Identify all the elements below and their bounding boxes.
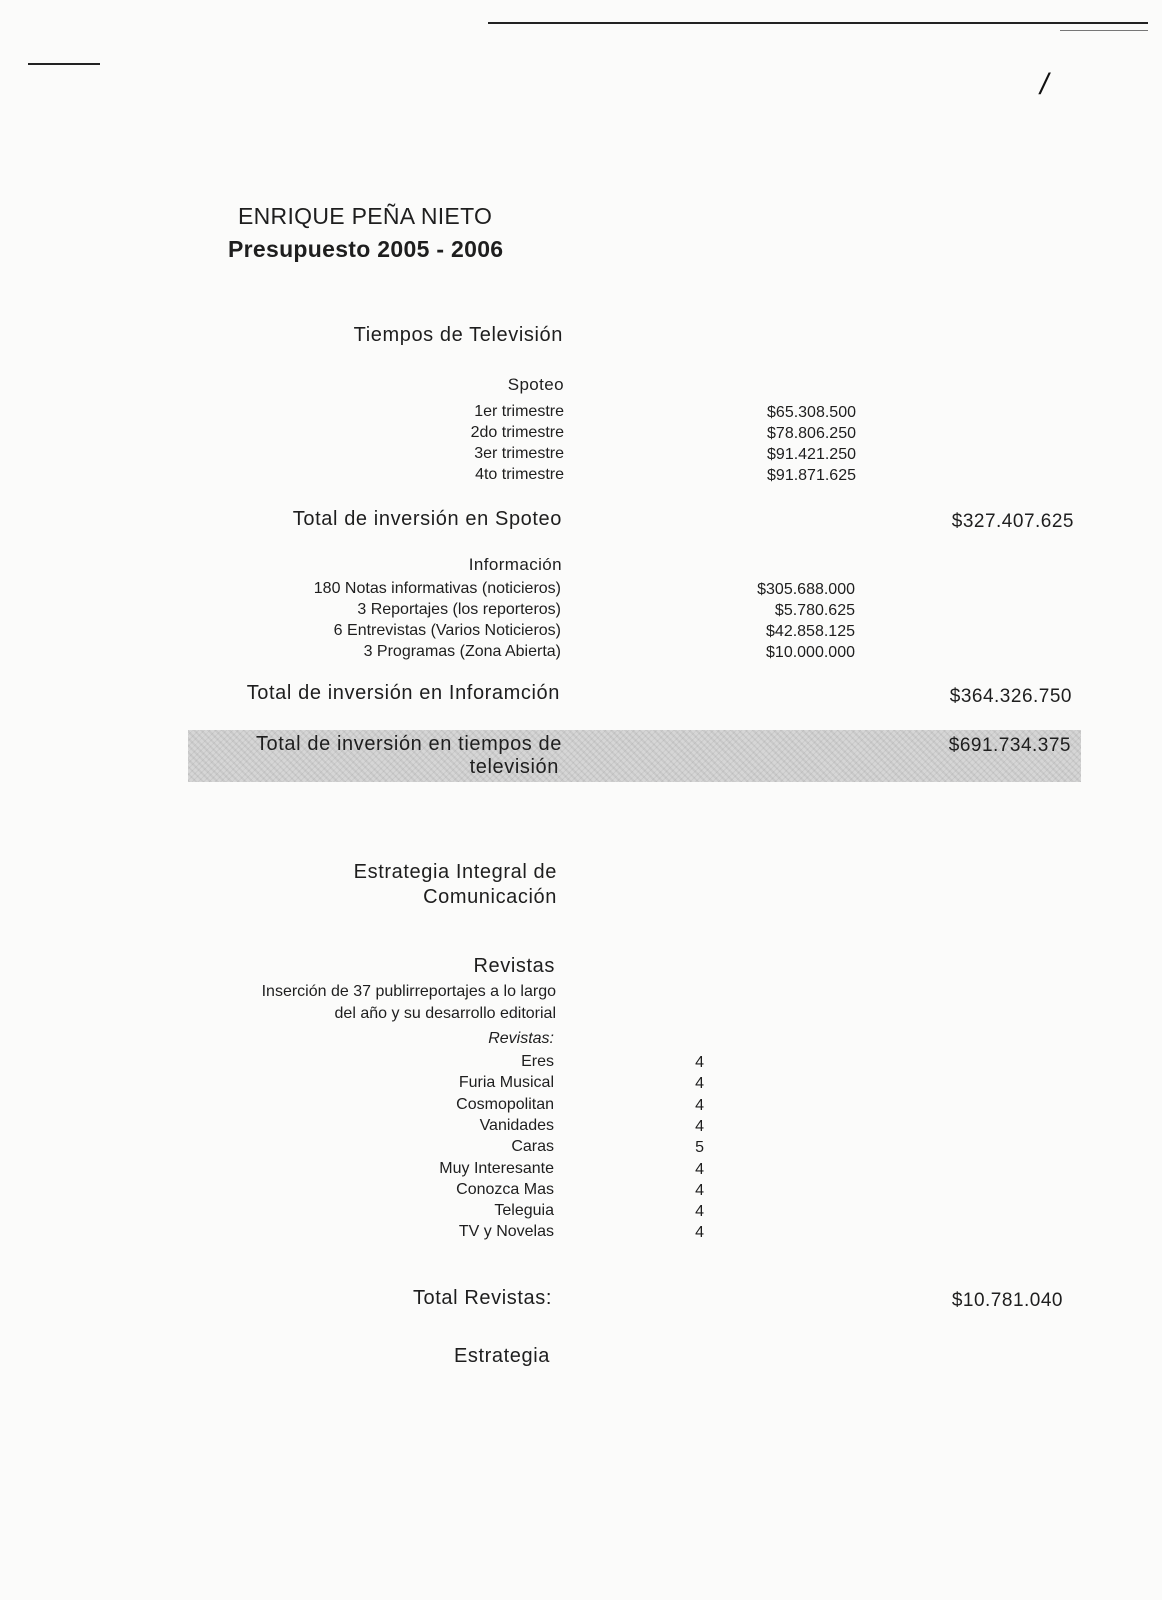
- grand-total-label-line2: televisión: [469, 756, 559, 778]
- revista-row-label: Cosmopolitan: [456, 1095, 554, 1113]
- document-subtitle: Presupuesto 2005 - 2006: [228, 236, 504, 262]
- revistas-heading: Revistas: [473, 955, 555, 977]
- revista-row-label: Furia Musical: [458, 1074, 554, 1092]
- informacion-row-label: 6 Entrevistas (Varios Noticieros): [333, 622, 561, 639]
- informacion-row-value: $5.780.625: [774, 602, 855, 619]
- document-title: ENRIQUE PEÑA NIETO: [238, 203, 493, 229]
- spoteo-row-label: 1er trimestre: [474, 403, 564, 420]
- informacion-row-label: 180 Notas informativas (noticieros): [313, 580, 561, 597]
- revista-row-value: 4: [695, 1075, 704, 1093]
- informacion-label: Información: [468, 555, 562, 574]
- informacion-total-label: Total de inversión en Inforamción: [246, 682, 560, 704]
- spoteo-row-label: 3er trimestre: [474, 445, 564, 462]
- revistas-desc-line2: del año y su desarrollo editorial: [334, 1005, 556, 1022]
- revista-row-value: 4: [695, 1224, 704, 1242]
- grand-total-amount: $691.734.375: [948, 735, 1071, 756]
- informacion-total-amount: $364.326.750: [949, 686, 1072, 707]
- informacion-row-value: $10.000.000: [766, 644, 855, 661]
- informacion-row-value: $42.858.125: [766, 623, 855, 640]
- top-rule: [488, 22, 1148, 24]
- page-mark: /: [1040, 68, 1049, 101]
- estrategia-heading: Estrategia: [453, 1345, 550, 1367]
- revista-row-label: Conozca Mas: [456, 1180, 554, 1198]
- spoteo-row-value: $65.308.500: [767, 404, 856, 421]
- revista-row-value: 4: [695, 1203, 704, 1221]
- revistas-list-label: Revistas:: [488, 1030, 554, 1047]
- estrategia-integral-line1: Estrategia Integral de: [353, 861, 557, 883]
- spoteo-row-value: $78.806.250: [767, 425, 856, 442]
- revista-row-value: 4: [695, 1096, 704, 1114]
- estrategia-integral-line2: Comunicación: [423, 886, 557, 908]
- revista-row-value: 4: [695, 1181, 704, 1199]
- informacion-row-label: 3 Reportajes (los reporteros): [357, 601, 561, 618]
- spoteo-row-value: $91.871.625: [767, 467, 856, 484]
- revista-row-value: 4: [695, 1160, 704, 1178]
- revista-row-label: TV y Novelas: [458, 1223, 554, 1241]
- spoteo-total-amount: $327.407.625: [951, 511, 1074, 532]
- informacion-row-label: 3 Programas (Zona Abierta): [363, 643, 561, 660]
- revistas-total-label: Total Revistas:: [412, 1287, 552, 1309]
- spoteo-row-value: $91.421.250: [767, 446, 856, 463]
- revistas-desc-line1: Inserción de 37 publirreportajes a lo largo: [261, 983, 556, 1000]
- tv-heading: Tiempos de Televisión: [353, 324, 563, 346]
- revista-row-label: Muy Interesante: [439, 1159, 554, 1177]
- top-rule-faint: [1060, 30, 1148, 31]
- revista-row-label: Caras: [511, 1138, 554, 1156]
- informacion-row-value: $305.688.000: [757, 581, 855, 598]
- spoteo-row-label: 2do trimestre: [470, 424, 564, 441]
- revista-row-value: 5: [695, 1139, 704, 1157]
- revistas-total-amount: $10.781.040: [951, 1290, 1063, 1311]
- corner-mark: [28, 63, 100, 65]
- revista-row-label: Vanidades: [479, 1116, 554, 1134]
- spoteo-label: Spoteo: [507, 375, 564, 394]
- revista-row-value: 4: [695, 1054, 704, 1071]
- grand-total-label-line1: Total de inversión en tiempos de: [255, 733, 562, 755]
- spoteo-row-label: 4to trimestre: [475, 466, 564, 483]
- revista-row-label: Eres: [521, 1053, 554, 1070]
- revista-row-value: 4: [695, 1117, 704, 1135]
- spoteo-total-label: Total de inversión en Spoteo: [292, 508, 562, 530]
- revista-row-label: Teleguia: [494, 1202, 554, 1220]
